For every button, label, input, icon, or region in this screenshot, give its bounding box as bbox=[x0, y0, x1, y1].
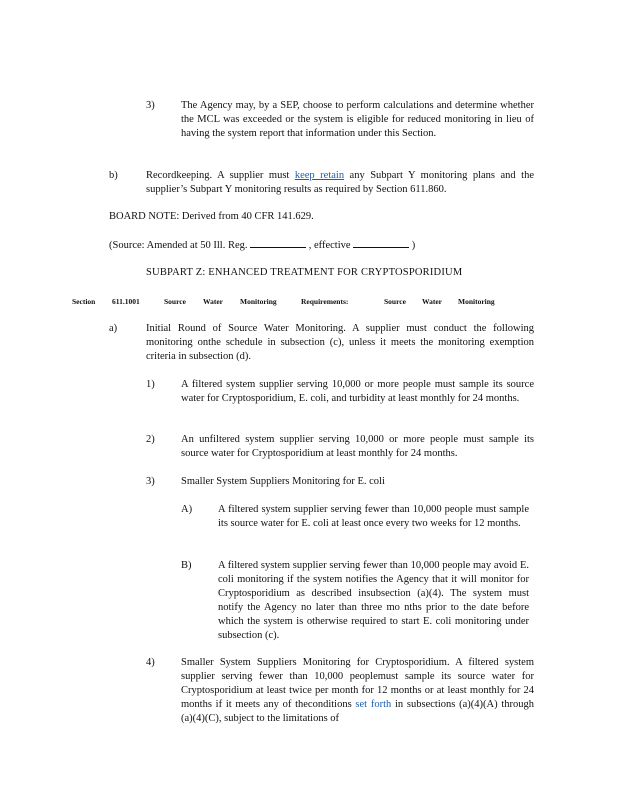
section-title-word: Requirements: bbox=[301, 297, 349, 306]
paragraph-a: Initial Round of Source Water Monitoring. A supplier must conduct the following monitoring onthe schedule in subsection (c), unless it meets the monitoring exemption criteria in subsection (d). bbox=[146, 323, 534, 362]
paragraph-a4-text-1: Smaller System Suppliers Monitoring for Cryptosporidium. A filtered system supplier serving fewer than 10,000 peoplemust sample its source water for Cryptosporidium at least twice per month for 12 months or at least monthly for 24 months if it meets any of theconditions bbox=[181, 657, 534, 710]
item-label-a3A: A) bbox=[181, 504, 193, 515]
source-text-2: , effective bbox=[308, 240, 351, 251]
section-title-word: Source bbox=[164, 297, 186, 306]
item-label-a: a) bbox=[109, 323, 118, 334]
section-title-word: Water bbox=[422, 297, 442, 306]
section-title-word: Source bbox=[384, 297, 406, 306]
item-label-a2: 2) bbox=[146, 434, 155, 445]
section-title-word: Monitoring bbox=[458, 297, 495, 306]
source-text-1: (Source: Amended at 50 Ill. Reg. bbox=[109, 240, 248, 251]
blank-line bbox=[250, 238, 306, 248]
item-label-b: b) bbox=[109, 170, 118, 181]
item-label-3: 3) bbox=[146, 100, 155, 111]
recordkeeping-text-1: Recordkeeping. A supplier must bbox=[146, 170, 295, 181]
source-text-3: ) bbox=[411, 240, 416, 251]
inserted-text: keep retain bbox=[294, 170, 345, 181]
paragraph-a4 bbox=[181, 656, 534, 726]
paragraph-a3A: A filtered system supplier serving fewer than 10,000 people must sample its source water for E. coli at least once every two weeks for 12 months. bbox=[218, 504, 529, 529]
board-note: BOARD NOTE: Derived from 40 CFR 141.629. bbox=[109, 211, 314, 222]
subpart-heading: SUBPART Z: ENHANCED TREATMENT FOR CRYPTOSPORIDIUM bbox=[146, 267, 463, 278]
paragraph-a4-text-2: in subsections (a)(4)(A) through (a)(4)(C), subject to the limitations of bbox=[181, 699, 534, 724]
paragraph-a3B: A filtered system supplier serving fewer than 10,000 people may avoid E. coli monitoring if the system notifies the Agency that it will monitor for Cryptosporidium as described insubsection (a)(4). The system must notify the Agency no later than three mo nths prior to the date before which the system is otherwise required to start E. coli monitoring under subsection (c). bbox=[218, 560, 529, 641]
section-word: Section bbox=[72, 297, 96, 306]
paragraph-a2: An unfiltered system supplier serving 10,000 or more people must sample its source water for Cryptosporidium at least monthly for 24 months. bbox=[181, 434, 534, 459]
item-label-a1: 1) bbox=[146, 379, 155, 390]
recordkeeping-text-2: any Subpart Y monitoring plans and the supplier’s Subpart Y monitoring results as required by Section 611.860. bbox=[146, 170, 534, 195]
section-number: 611.1001 bbox=[112, 297, 140, 306]
section-title-word: Water bbox=[203, 297, 223, 306]
paragraph-a3: Smaller System Suppliers Monitoring for E. coli bbox=[181, 476, 385, 487]
section-title-word: Monitoring bbox=[240, 297, 277, 306]
blank-line bbox=[353, 238, 409, 248]
paragraph-3: The Agency may, by a SEP, choose to perform calculations and determine whether the MCL was exceeded or the system is eligible for reduced monitoring in lieu of having the system report that information under this Section. bbox=[181, 100, 534, 139]
paragraph-a1: A filtered system supplier serving 10,000 or more people must sample its source water for Cryptosporidium, E. coli, and turbidity at least monthly for 24 months. bbox=[181, 379, 534, 404]
item-label-a3B: B) bbox=[181, 560, 192, 571]
paragraph-a4-highlight: set forth bbox=[355, 699, 392, 710]
item-label-a4: 4) bbox=[146, 657, 155, 668]
paragraph-b bbox=[146, 169, 534, 197]
item-label-a3: 3) bbox=[146, 476, 155, 487]
source-note bbox=[109, 238, 529, 253]
